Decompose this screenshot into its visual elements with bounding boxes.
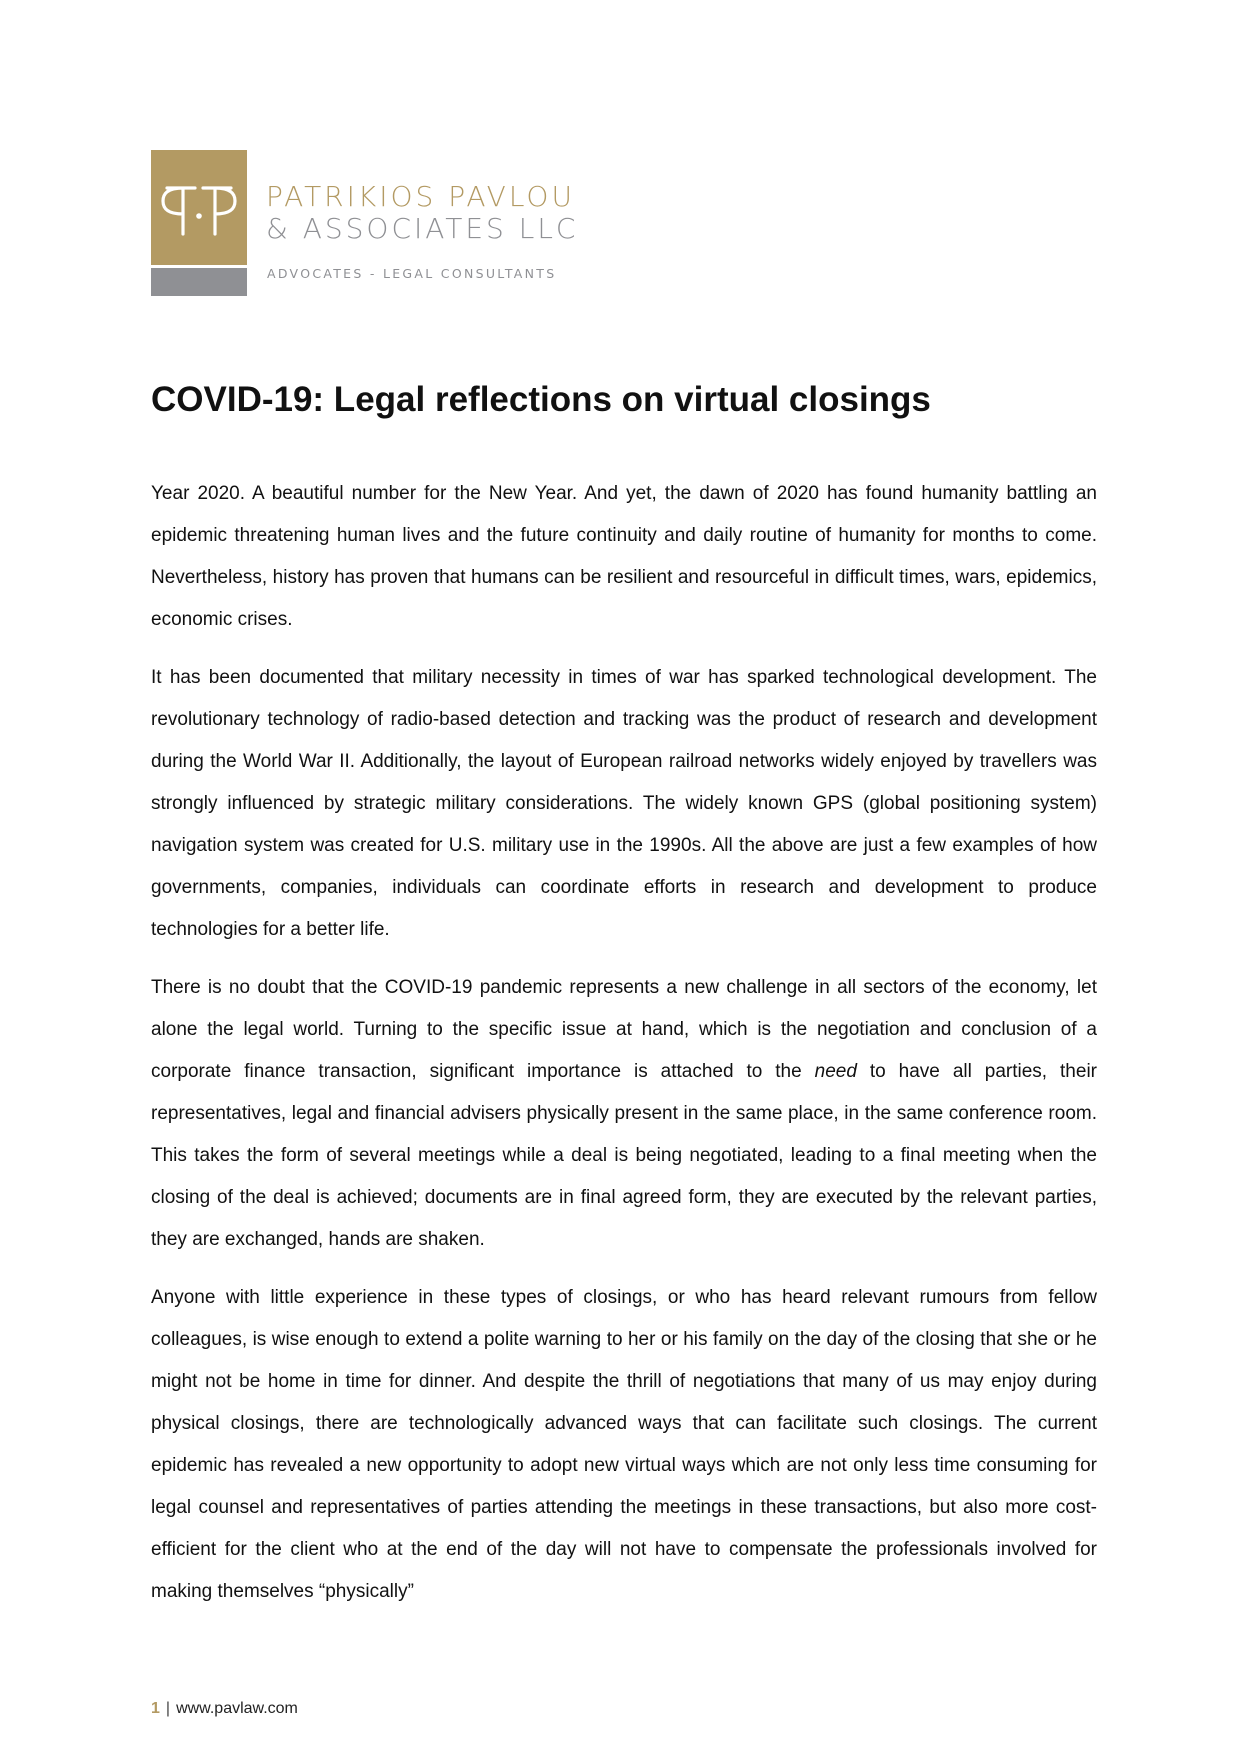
firm-name-line1: PATRIKIOS PAVLOU [266, 180, 575, 213]
firm-logo [151, 150, 247, 296]
page-footer [151, 1700, 298, 1718]
document-body [151, 473, 1097, 1629]
paragraph: Year 2020. A beautiful number for the New Year. And yet, the dawn of 2020 has found humanity battling an epidemic threatening human lives and the future continuity and daily routine of humanity for months to come. Nevertheless, history has proven that humans can be resilient and resourceful in difficult times, wars, epidemics, economic crises. [151, 483, 1097, 630]
document-title: COVID-19: Legal reflections on virtual closings [151, 380, 931, 419]
letterhead [151, 150, 591, 296]
website-link[interactable]: www.pavlaw.com [176, 1700, 298, 1717]
paragraph-text: to have all parties, their representatives, legal and financial advisers physically present in the same place, in the same conference room. This takes the form of several meetings while a deal is being negotiated, leading to a final meeting when the closing of the deal is achieved; documents are in final agreed form, they are executed by the relevant parties, they are exchanged, hands are shaken. [151, 1061, 1097, 1250]
firm-name-line2: & ASSOCIATES LLC [266, 212, 579, 245]
paragraph-text: There is no doubt that the COVID-19 pandemic represents a new challenge in all sectors of the economy, let alone the legal world. Turning to the specific issue at hand, which is the negotiation and conclusion of a corporate finance transaction, significant importance is attached to the [151, 977, 1097, 1082]
paragraph: Anyone with little experience in these types of closings, or who has heard relevant rumours from fellow colleagues, is wise enough to extend a polite warning to her or his family on the day of the closing that she or he might not be home in time for dinner. And despite the thrill of negotiations that many of us may enjoy during physical closings, there are technologically advanced ways that can facilitate such closings. The current epidemic has revealed a new opportunity to adopt new virtual ways which are not only less time consuming for legal counsel and representatives of parties attending the meetings in these transactions, but also more cost-efficient for the client who at the end of the day will not have to compensate the professionals involved for making themselves “physically” [151, 1287, 1097, 1602]
monogram-icon [151, 180, 247, 240]
firm-tagline: ADVOCATES - LEGAL CONSULTANTS [267, 266, 557, 281]
paragraph: It has been documented that military necessity in times of war has sparked technological development. The revolutionary technology of radio-based detection and tracking was the product of research and development during the World War II. Additionally, the layout of European railroad networks widely enjoyed by travellers was strongly influenced by strategic military considerations. The widely known GPS (global positioning system) navigation system was created for U.S. military use in the 1990s. All the above are just a few examples of how governments, companies, individuals can coordinate efforts in research and development to produce technologies for a better life. [151, 667, 1097, 940]
footer-separator: | [165, 1700, 171, 1717]
page-number: 1 [151, 1700, 160, 1717]
paragraph [151, 967, 1097, 1261]
emphasis-text: need [814, 1061, 857, 1082]
logo-grey-bar [151, 268, 247, 296]
